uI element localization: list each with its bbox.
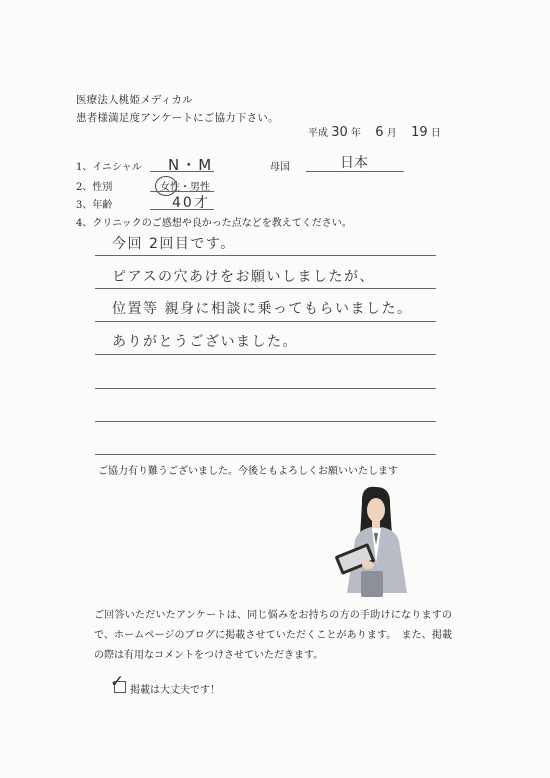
- q2-options: 女性・男性: [160, 182, 210, 193]
- country-answer: 日本: [340, 155, 368, 171]
- clinic-name: 医療法人桃姫メディカル: [76, 94, 193, 106]
- ruled-line: [95, 288, 436, 289]
- answer-line: 今回 2回目です。: [112, 236, 236, 252]
- date-era: 平成: [308, 128, 328, 139]
- ruled-line: [95, 354, 436, 355]
- q3-answer: 40才: [172, 195, 210, 211]
- ruled-line: [95, 321, 436, 322]
- date-year: 30: [331, 125, 348, 140]
- survey-request: 患者様満足度アンケートにご協力下さい。: [76, 112, 279, 124]
- answer-line: ピアスの穴あけをお願いしましたが、: [112, 269, 375, 285]
- q1-label: 1、イニシャル: [76, 162, 142, 173]
- answer-line: 位置等 親身に相談に乗ってもらいました。: [112, 301, 413, 317]
- ruled-line: [95, 255, 436, 256]
- answer-line: ありがとうございました。: [112, 334, 298, 350]
- q1-answer: N・M: [168, 156, 214, 174]
- q2-label: 2、性別: [76, 182, 113, 193]
- ruled-line: [95, 421, 436, 422]
- date-year-unit: 年: [350, 128, 361, 139]
- q4-label: 4、クリニックのご感想や良かった点などを教えてください。: [76, 218, 352, 229]
- q1-underline: [150, 171, 214, 172]
- date-month-unit: 月: [386, 128, 397, 139]
- date-line: [308, 124, 441, 140]
- publication-note: ご回答いただいたアンケートは、同じ悩みをお持ちの方の手助けになりますので、ホームページのブログに掲載させていただくことがあります。 また、掲載の際は有用なコメントをつけさせていただきます。: [94, 610, 452, 661]
- country-underline: [306, 171, 404, 172]
- ruled-line: [95, 454, 436, 455]
- ruled-line: [95, 388, 436, 389]
- closing-message: ご協力有り難うございました。今後ともよろしくお願いいたします: [98, 466, 398, 477]
- country-label: 母国: [270, 162, 290, 173]
- q3-underline: [150, 209, 214, 210]
- date-day-unit: 日: [430, 128, 441, 139]
- q3-label: 3、年齢: [76, 200, 113, 211]
- check-icon: ✓: [110, 672, 125, 692]
- date-day: 19: [411, 125, 428, 140]
- date-month: 6: [375, 125, 384, 140]
- staff-woman-figure-icon: [325, 485, 425, 600]
- consent-label: 掲載は大丈夫です！: [130, 685, 220, 696]
